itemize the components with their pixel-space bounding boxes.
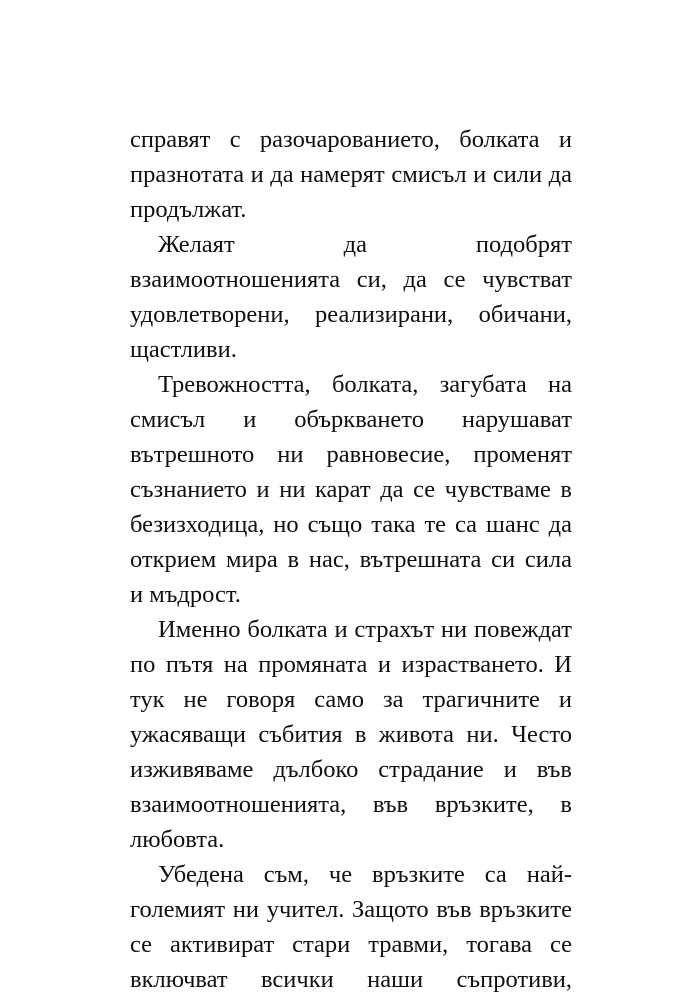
text-line: щастливи. <box>130 336 237 363</box>
paragraph <box>130 367 572 612</box>
text-line: празнотата и да намерят смисъл и сили да <box>130 161 572 188</box>
text-line: изживяваме дълбоко страдание и във <box>130 756 572 783</box>
text-line: смисъл и объркването нарушават <box>130 406 572 433</box>
paragraph <box>130 612 572 857</box>
text-line: и мъдрост. <box>130 581 241 608</box>
text-line: взаимоотношенията си, да се чувстват <box>130 266 572 293</box>
text-line: големият ни учител. Защото във връзките <box>130 896 572 923</box>
body-text <box>130 122 572 997</box>
text-line: продължат. <box>130 196 247 223</box>
paragraph <box>130 227 572 367</box>
text-line: съзнанието и ни карат да се чувстваме в <box>130 476 572 503</box>
text-line: Тревожността, болката, загубата на <box>158 371 572 398</box>
text-line: безизходица, но също така те са шанс да <box>130 511 572 538</box>
text-line: по пътя на промяната и израстването. И <box>130 651 572 678</box>
text-line: Желаят да подобрят <box>158 231 572 258</box>
paragraph <box>130 857 572 997</box>
text-line: ужасяващи събития в живота ни. Често <box>130 721 572 748</box>
paragraph <box>130 122 572 227</box>
text-line: справят с разочарованието, болката и <box>130 126 572 153</box>
text-line: Именно болката и страхът ни повеждат <box>158 616 572 643</box>
text-line: се активират стари травми, тогава се <box>130 931 572 958</box>
text-line: любовта. <box>130 826 225 853</box>
text-line: взаимоотношенията, във връзките, в <box>130 791 572 818</box>
text-line: вътрешното ни равновесие, променят <box>130 441 572 468</box>
text-line: Убедена съм, че връзките са най- <box>158 861 572 888</box>
text-line: включват всички наши съпротиви, <box>130 966 572 993</box>
text-line: тук не говоря само за трагичните и <box>130 686 572 713</box>
text-line: удовлетворени, реализирани, обичани, <box>130 301 572 328</box>
text-line: открием мира в нас, вътрешната си сила <box>130 546 572 573</box>
